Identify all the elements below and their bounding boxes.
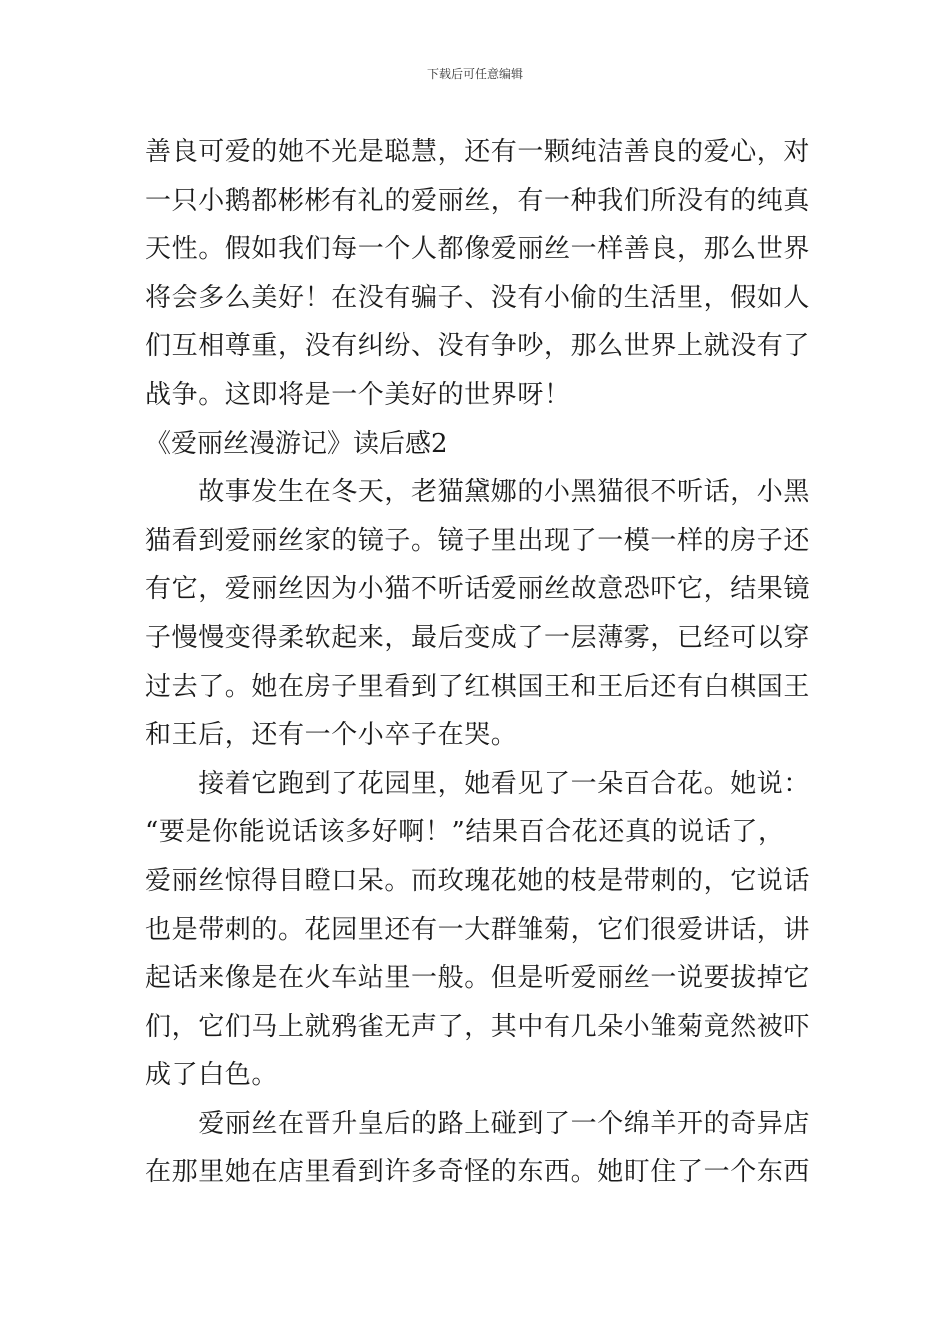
text-line: 爱丽丝惊得目瞪口呆。而玫瑰花她的枝是带刺的，它说话 xyxy=(145,865,811,896)
text-line: 过去了。她在房子里看到了红棋国王和王后还有白棋国王 xyxy=(145,671,811,702)
text-line: 一只小鹅都彬彬有礼的爱丽丝，有一种我们所没有的纯真 xyxy=(145,185,811,216)
text-line: 在那里她在店里看到许多奇怪的东西。她盯住了一个东西 xyxy=(145,1157,811,1188)
section-heading: 《爱丽丝漫游记》读后感2 xyxy=(145,428,448,459)
text-line: 也是带刺的。花园里还有一大群雏菊，它们很爱讲话，讲 xyxy=(145,914,811,945)
page-header: 下载后可任意编辑 xyxy=(426,67,523,81)
document-body xyxy=(145,128,811,1197)
text-line: 战争。这即将是一个美好的世界呀！ xyxy=(145,379,571,410)
text-line: 爱丽丝在晋升皇后的路上碰到了一个绵羊开的奇异店 xyxy=(145,1108,811,1139)
text-line: 天性。假如我们每一个人都像爱丽丝一样善良，那么世界 xyxy=(145,234,811,265)
text-line: 故事发生在冬天，老猫黛娜的小黑猫很不听话，小黑 xyxy=(145,477,811,508)
text-line: 善良可爱的她不光是聪慧，还有一颗纯洁善良的爱心，对 xyxy=(145,137,811,167)
text-line: 将会多么美好！在没有骗子、没有小偷的生活里，假如人 xyxy=(145,282,811,313)
text-line: 成了白色。 xyxy=(145,1060,279,1091)
text-line: 接着它跑到了花园里，她看见了一朵百合花。她说： xyxy=(145,768,811,799)
text-line: “要是你能说话该多好啊！”结果百合花还真的说话了， xyxy=(145,817,785,848)
text-line: 有它，爱丽丝因为小猫不听话爱丽丝故意恐吓它，结果镜 xyxy=(145,574,811,605)
text-line: 们互相尊重，没有纠纷、没有争吵，那么世界上就没有了 xyxy=(145,331,811,362)
text-line: 和王后，还有一个小卒子在哭。 xyxy=(145,720,518,751)
text-line: 猫看到爱丽丝家的镜子。镜子里出现了一模一样的房子还 xyxy=(145,525,811,556)
text-line: 们，它们马上就鸦雀无声了，其中有几朵小雏菊竟然被吓 xyxy=(145,1011,811,1042)
text-line: 起话来像是在火车站里一般。但是听爱丽丝一说要拔掉它 xyxy=(145,963,811,994)
text-line: 子慢慢变得柔软起来，最后变成了一层薄雾，已经可以穿 xyxy=(145,622,811,653)
